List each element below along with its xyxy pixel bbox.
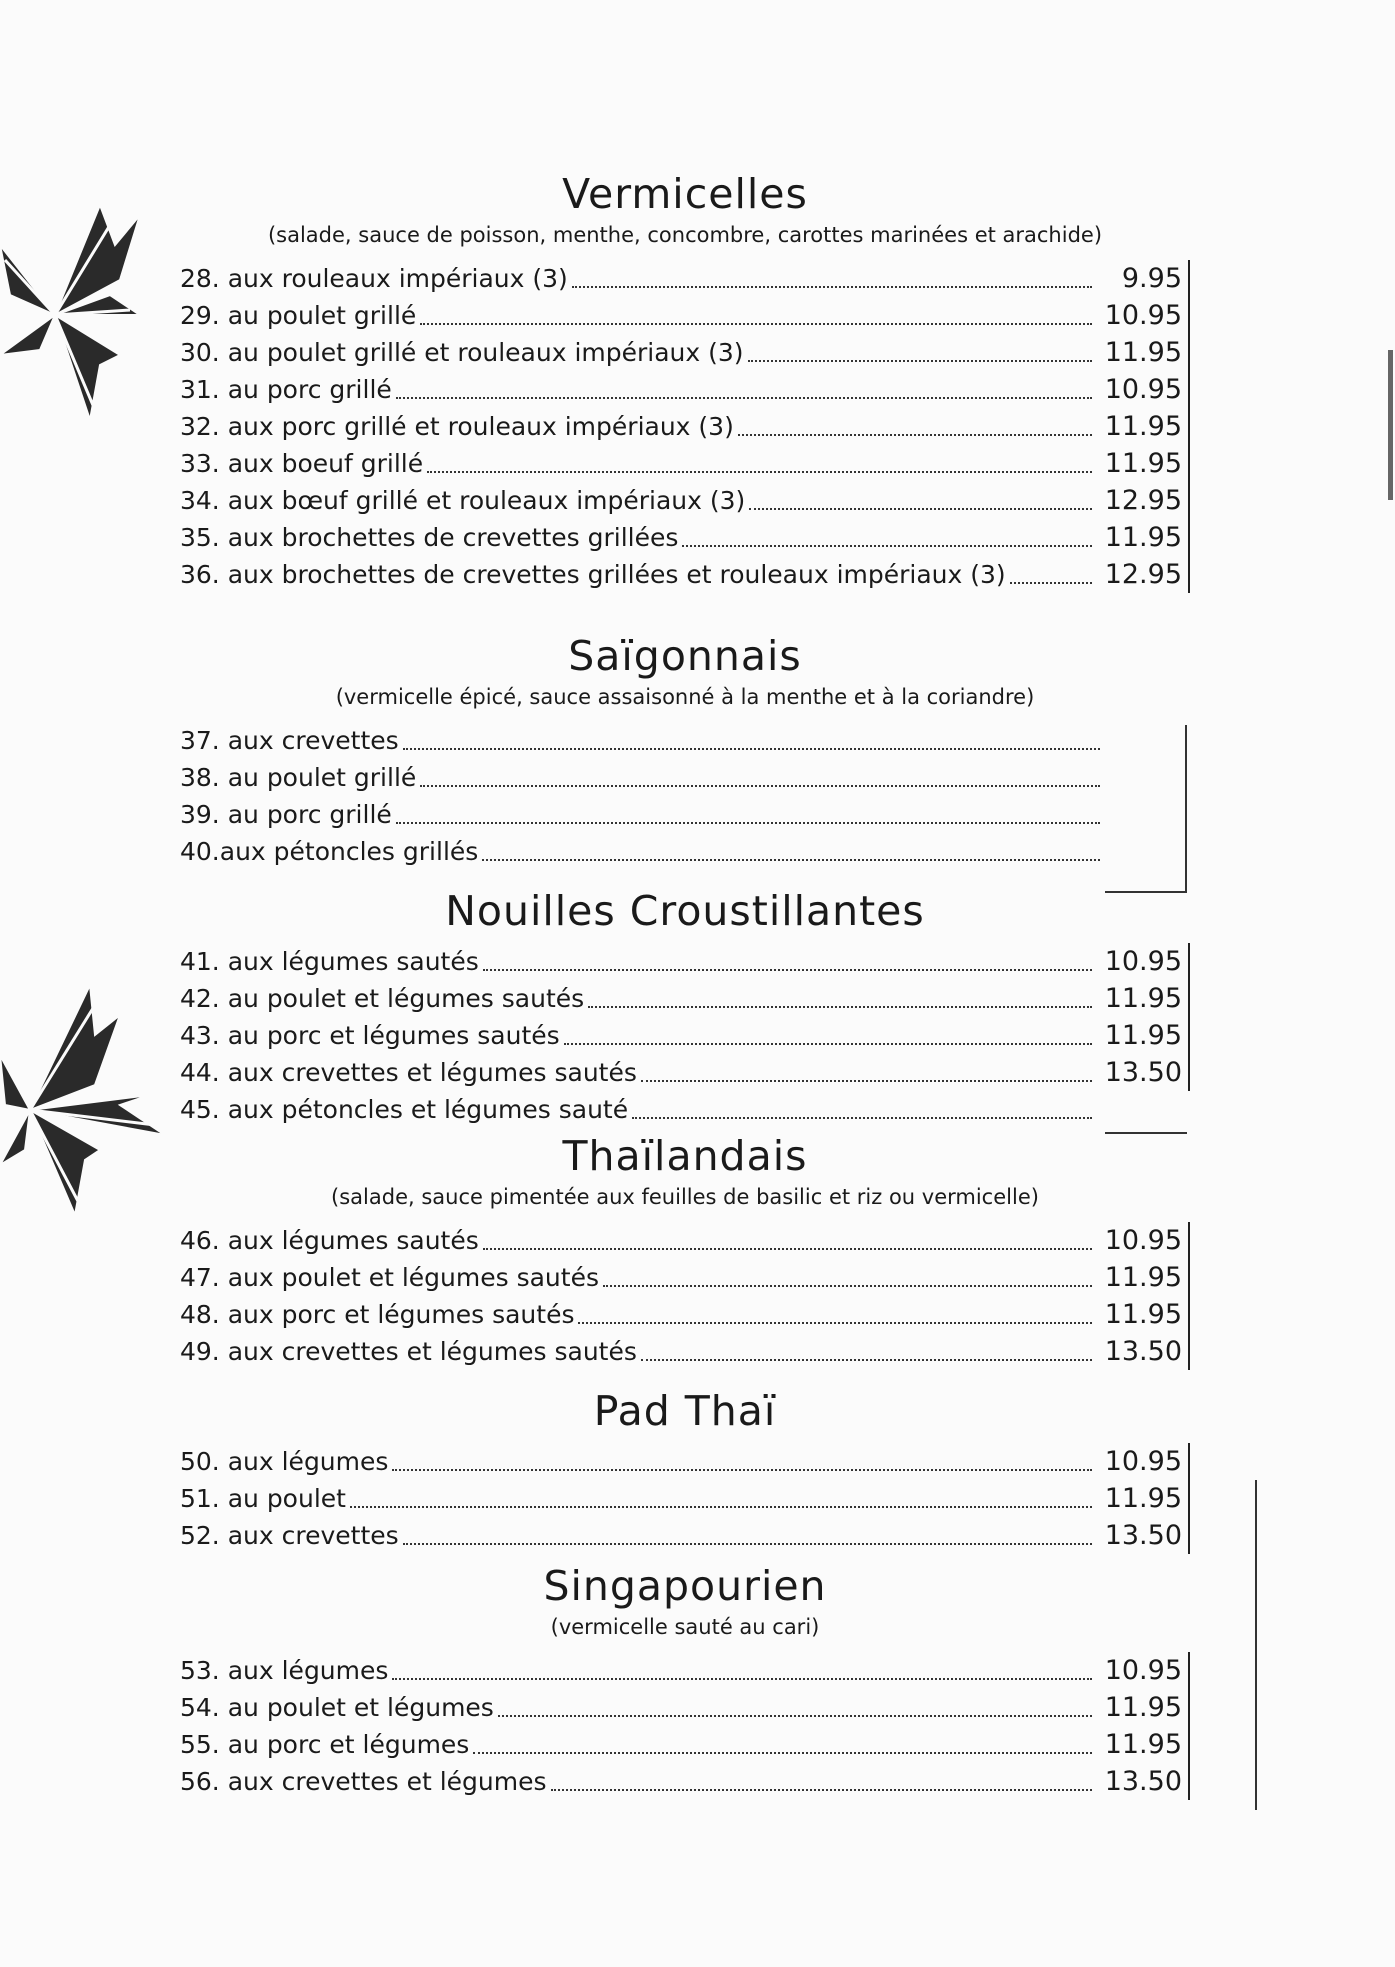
menu-item [180,1726,1190,1763]
leaf-decoration-icon [0,185,150,425]
menu-item [180,1017,1190,1054]
section-vermicelles [180,168,1190,593]
section-subtitle: (salade, sauce pimentée aux feuilles de basilic et riz ou vermicelle) [331,1185,1039,1209]
menu-item [180,1443,1190,1480]
item-label: 46. aux légumes sautés [180,1226,479,1255]
menu-item [180,1091,1190,1128]
section-title: Vermicelles [562,170,808,218]
menu-item [180,1480,1190,1517]
item-price: 11.95 [1096,980,1190,1017]
item-label: 54. au poulet et légumes [180,1693,494,1722]
item-price: 13.50 [1096,1054,1190,1091]
menu-item [180,796,1190,833]
item-price: 11.95 [1096,1726,1190,1763]
item-label: 29. au poulet grillé [180,301,417,330]
item-label: 32. aux porc grillé et rouleaux impériaux (3) [180,412,734,441]
menu-item [180,1517,1190,1554]
menu-item [180,980,1190,1017]
item-label: 30. au poulet grillé et rouleaux impériaux (3) [180,338,744,367]
section-title: Singapourien [543,1562,827,1610]
item-price: 10.95 [1096,1443,1190,1480]
item-label: 47. aux poulet et légumes sautés [180,1263,599,1292]
menu-item [180,1689,1190,1726]
menu-item [180,408,1190,445]
item-price: 10.95 [1096,1652,1190,1689]
section-singapourien [180,1560,1190,1800]
margin-line [1255,1480,1257,1810]
menu-item [180,297,1190,334]
menu-item [180,943,1190,980]
leaf-decoration-icon [0,975,170,1215]
item-price: 11.95 [1096,519,1190,556]
item-label: 52. aux crevettes [180,1521,399,1550]
menu-item [180,1652,1190,1689]
item-label: 35. aux brochettes de crevettes grillées [180,523,679,552]
item-label: 42. au poulet et légumes sautés [180,984,585,1013]
item-label: 43. au porc et légumes sautés [180,1021,560,1050]
item-price: 10.95 [1096,297,1190,334]
menu-item [180,445,1190,482]
menu-item [180,1333,1190,1370]
menu-item [180,1222,1190,1259]
item-label: 50. aux légumes [180,1447,389,1476]
item-label: 45. aux pétoncles et légumes sauté [180,1095,629,1124]
item-price: 11.95 [1096,334,1190,371]
item-label: 48. aux porc et légumes sautés [180,1300,575,1329]
item-price: 13.50 [1096,1517,1190,1554]
menu-item [180,1296,1190,1333]
item-price: 13.50 [1096,1763,1190,1800]
item-price: 11.95 [1096,1689,1190,1726]
menu-item [180,260,1190,297]
item-price: 13.50 [1096,1333,1190,1370]
menu-item [180,556,1190,593]
section-subtitle: (vermicelle épicé, sauce assaisonné à la menthe et à la coriandre) [335,685,1035,709]
item-price: 11.95 [1096,445,1190,482]
item-label: 40.aux pétoncles grillés [180,837,479,866]
item-price: 10.95 [1096,943,1190,980]
menu-item [180,1763,1190,1800]
section-title: Pad Thaï [593,1387,777,1435]
item-label: 56. aux crevettes et légumes [180,1767,547,1796]
menu-item [180,759,1190,796]
item-label: 44. aux crevettes et légumes sautés [180,1058,637,1087]
menu-item [180,334,1190,371]
section-subtitle: (vermicelle sauté au cari) [550,1615,820,1639]
section-subtitle: (salade, sauce de poisson, menthe, concombre, carottes marinées et arachide) [267,223,1103,247]
item-label: 36. aux brochettes de crevettes grillées et rouleaux impériaux (3) [180,560,1006,589]
menu-item [180,519,1190,556]
item-label: 33. aux boeuf grillé [180,449,424,478]
menu-item [180,722,1190,759]
item-price: 12.95 [1096,556,1190,593]
price-bracket [1185,725,1187,893]
item-label: 53. aux légumes [180,1656,389,1685]
item-price: 11.95 [1096,1480,1190,1517]
item-price: 11.95 [1096,1259,1190,1296]
section-title: Nouilles Croustillantes [445,887,925,935]
menu-item [180,833,1190,870]
page-edge-shadow [1388,350,1393,500]
section-pad-thai [180,1385,1190,1554]
section-nouilles-croustillantes [180,885,1190,1128]
item-price: 11.95 [1096,1296,1190,1333]
item-label: 31. au porc grillé [180,375,392,404]
menu-item [180,1054,1190,1091]
section-title: Saïgonnais [568,632,802,680]
item-price: 12.95 [1096,482,1190,519]
item-label: 34. aux bœuf grillé et rouleaux impériaux (3) [180,486,746,515]
section-saigonnais [180,630,1190,870]
item-label: 28. aux rouleaux impériaux (3) [180,264,568,293]
item-price: 9.95 [1096,260,1190,297]
menu-item [180,482,1190,519]
item-label: 41. aux légumes sautés [180,947,479,976]
item-label: 49. aux crevettes et légumes sautés [180,1337,637,1366]
item-price: 11.95 [1096,408,1190,445]
item-price: 10.95 [1096,1222,1190,1259]
section-title: Thaïlandais [562,1132,808,1180]
item-label: 39. au porc grillé [180,800,392,829]
item-price: 11.95 [1096,1017,1190,1054]
item-price: 10.95 [1096,371,1190,408]
menu-item [180,371,1190,408]
menu-item [180,1259,1190,1296]
section-thailandais [180,1130,1190,1370]
item-label: 51. au poulet [180,1484,346,1513]
item-label: 55. au porc et légumes [180,1730,470,1759]
item-label: 37. aux crevettes [180,726,399,755]
item-label: 38. au poulet grillé [180,763,417,792]
